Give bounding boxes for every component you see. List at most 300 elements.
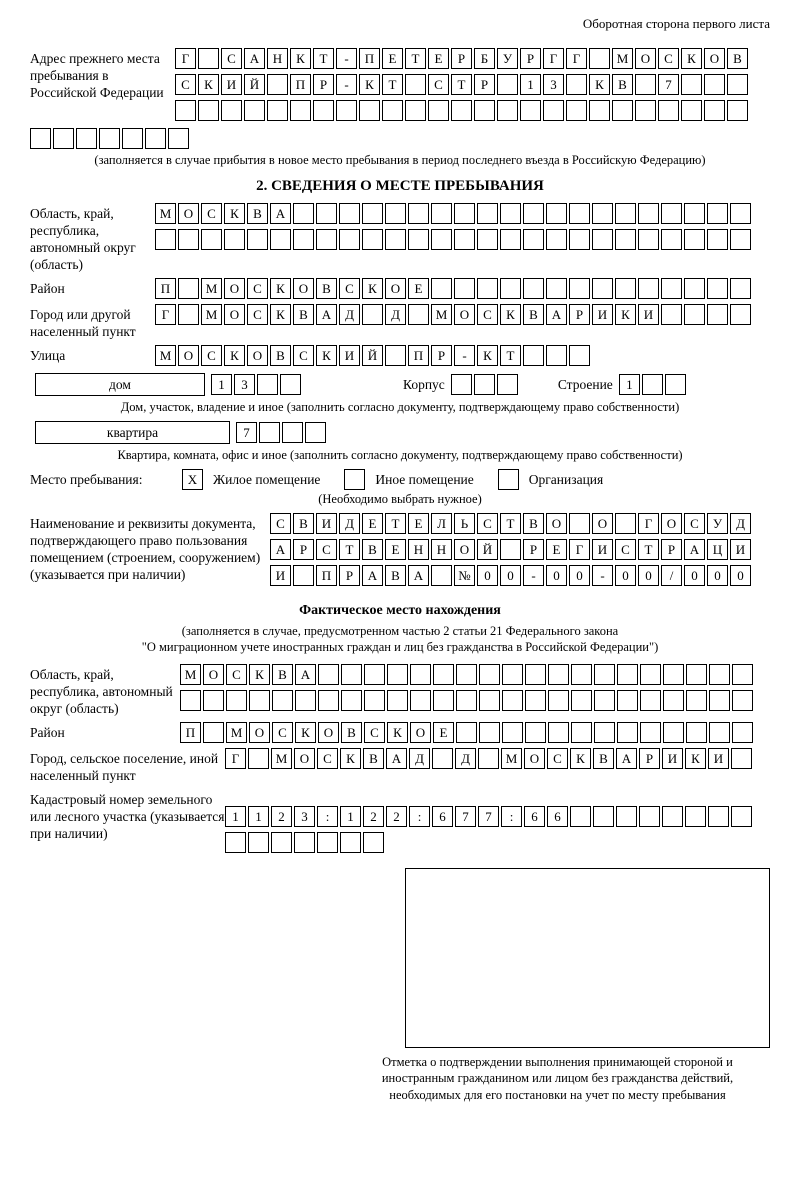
char-box: 3 [234, 374, 255, 395]
char-box [433, 664, 454, 685]
char-box: С [547, 748, 568, 769]
char-box: 7 [478, 806, 499, 827]
char-box [662, 806, 683, 827]
char-box: М [431, 304, 452, 325]
char-box [661, 304, 682, 325]
char-box: В [593, 748, 614, 769]
char-box [293, 565, 314, 586]
char-box: О [524, 748, 545, 769]
korpus-cells [451, 374, 520, 395]
char-box: С [175, 74, 196, 95]
char-box: И [662, 748, 683, 769]
char-box: Д [730, 513, 751, 534]
char-box: С [247, 304, 268, 325]
char-box [248, 748, 269, 769]
char-box [708, 806, 729, 827]
char-box [318, 690, 339, 711]
char-box: - [336, 74, 357, 95]
char-box [316, 203, 337, 224]
char-box [497, 100, 518, 121]
char-box: В [523, 513, 544, 534]
char-box [382, 100, 403, 121]
char-box: Р [431, 345, 452, 366]
char-box [569, 278, 590, 299]
char-box [290, 100, 311, 121]
char-box [408, 203, 429, 224]
char-box: В [341, 722, 362, 743]
char-box: Й [477, 539, 498, 560]
char-box [685, 806, 706, 827]
prev-address-field [30, 48, 770, 126]
char-box [502, 690, 523, 711]
char-box: 6 [524, 806, 545, 827]
char-box [592, 203, 613, 224]
char-box: Т [339, 539, 360, 560]
char-box: 2 [386, 806, 407, 827]
actual-location-title: Фактическое место нахождения [299, 603, 501, 618]
char-box: 7 [658, 74, 679, 95]
apartment-box-label: квартира [35, 421, 230, 444]
char-box [339, 229, 360, 250]
char-box: У [707, 513, 728, 534]
char-box: А [408, 565, 429, 586]
char-box [707, 304, 728, 325]
char-box: Р [313, 74, 334, 95]
cadastre-row-2 [225, 832, 754, 853]
char-box: С [247, 278, 268, 299]
char-box [732, 664, 753, 685]
region-field [30, 203, 770, 273]
char-box [267, 100, 288, 121]
char-box [456, 722, 477, 743]
char-box [546, 278, 567, 299]
char-box: П [316, 565, 337, 586]
char-box [523, 278, 544, 299]
char-box: О [410, 722, 431, 743]
char-box: В [385, 565, 406, 586]
char-box [569, 345, 590, 366]
char-box [362, 229, 383, 250]
char-box [727, 74, 748, 95]
city-label: Город или другой населенный пункт [30, 307, 136, 339]
char-box: Ц [707, 539, 728, 560]
char-box [408, 304, 429, 325]
char-box [271, 832, 292, 853]
char-box [53, 128, 74, 149]
char-box: И [339, 345, 360, 366]
char-box: К [290, 48, 311, 69]
char-box: 0 [730, 565, 751, 586]
char-box: С [201, 203, 222, 224]
char-box: 3 [543, 74, 564, 95]
char-box [548, 722, 569, 743]
char-box: И [221, 74, 242, 95]
char-box [589, 48, 610, 69]
char-box [569, 229, 590, 250]
actual-region-row-2 [180, 690, 755, 711]
char-box [684, 278, 705, 299]
char-box [663, 664, 684, 685]
char-box: М [201, 304, 222, 325]
char-box: Ь [454, 513, 475, 534]
char-box: Р [661, 539, 682, 560]
char-box [570, 806, 591, 827]
char-box: М [201, 278, 222, 299]
prev-address-caption: (заполняется в случае прибытия в новое место пребывания в период последнего въезда в Российскую Федерацию) [94, 153, 706, 167]
char-box: Н [267, 48, 288, 69]
char-box [364, 690, 385, 711]
char-box: - [336, 48, 357, 69]
char-box [362, 203, 383, 224]
char-box: С [364, 722, 385, 743]
char-box: О [385, 278, 406, 299]
char-box: О [704, 48, 725, 69]
char-box: П [180, 722, 201, 743]
city-field [30, 304, 770, 340]
char-box: 0 [477, 565, 498, 586]
char-box [294, 832, 315, 853]
house-number-cells [211, 374, 303, 395]
cadastre-label: Кадастровый номер земельного или лесного участка (указывается при наличии) [30, 791, 225, 841]
char-box: Е [382, 48, 403, 69]
char-box: К [359, 74, 380, 95]
char-box: Й [244, 74, 265, 95]
char-box: К [270, 304, 291, 325]
char-box: Т [313, 48, 334, 69]
char-box [661, 229, 682, 250]
char-box: О [294, 748, 315, 769]
char-box: К [500, 304, 521, 325]
char-box [520, 100, 541, 121]
char-box [451, 100, 472, 121]
char-box: П [408, 345, 429, 366]
char-box [76, 128, 97, 149]
char-box [259, 422, 280, 443]
char-box: А [362, 565, 383, 586]
char-box: Р [339, 565, 360, 586]
char-box [523, 203, 544, 224]
char-box [617, 690, 638, 711]
char-box [566, 74, 587, 95]
char-box: И [638, 304, 659, 325]
char-box [731, 806, 752, 827]
char-box: 6 [547, 806, 568, 827]
char-box: 1 [520, 74, 541, 95]
stay-option-residential-checkbox: X [182, 469, 203, 490]
char-box [244, 100, 265, 121]
char-box: Р [474, 74, 495, 95]
char-box [293, 229, 314, 250]
char-box: К [295, 722, 316, 743]
char-box: А [616, 748, 637, 769]
char-box [684, 304, 705, 325]
char-box [479, 722, 500, 743]
char-box: А [684, 539, 705, 560]
char-box: А [270, 539, 291, 560]
prev-address-cells [175, 48, 750, 126]
char-box [684, 229, 705, 250]
char-box [500, 539, 521, 560]
char-box: К [615, 304, 636, 325]
char-box [730, 278, 751, 299]
char-box [479, 664, 500, 685]
char-box [546, 229, 567, 250]
char-box [640, 722, 661, 743]
char-box: Д [339, 513, 360, 534]
char-box [546, 345, 567, 366]
char-box [617, 722, 638, 743]
char-box [178, 304, 199, 325]
char-box [385, 203, 406, 224]
confirmation-stamp-caption: Отметка о подтверждении выполнения принимающей стороной и иностранным гражданином или лицом без гражданства действий, необходимых для его постановки на учет по месту пребывания [381, 1054, 734, 1103]
prev-address-label: Адрес прежнего места пребывания в Российской Федерации [30, 51, 164, 100]
char-box [313, 100, 334, 121]
char-box [594, 664, 615, 685]
char-box [249, 690, 270, 711]
actual-district-row [180, 722, 755, 743]
char-box: И [270, 565, 291, 586]
char-box [571, 722, 592, 743]
char-box: О [318, 722, 339, 743]
char-box [661, 203, 682, 224]
char-box [122, 128, 143, 149]
char-box [454, 203, 475, 224]
char-box: Т [638, 539, 659, 560]
prev-address-row-2 [175, 74, 750, 95]
char-box: М [180, 664, 201, 685]
prev-address-row-4 [30, 128, 770, 149]
char-box: Т [451, 74, 472, 95]
char-box [405, 100, 426, 121]
char-box: Е [546, 539, 567, 560]
char-box: 0 [546, 565, 567, 586]
prev-address-row-1 [175, 48, 750, 69]
char-box [502, 664, 523, 685]
char-box [405, 74, 426, 95]
char-box: А [244, 48, 265, 69]
char-box [410, 664, 431, 685]
region-row-1 [155, 203, 753, 224]
char-box [730, 304, 751, 325]
document-cells [270, 513, 753, 591]
char-box: Е [408, 278, 429, 299]
document-row-1 [270, 513, 753, 534]
cadastre-field [30, 789, 770, 858]
char-box: В [612, 74, 633, 95]
char-box: Р [523, 539, 544, 560]
char-box [305, 422, 326, 443]
char-box: Й [362, 345, 383, 366]
char-box: М [155, 203, 176, 224]
char-box [686, 664, 707, 685]
char-box [569, 513, 590, 534]
char-box: К [477, 345, 498, 366]
char-box: 0 [638, 565, 659, 586]
char-box [640, 690, 661, 711]
char-box: Г [638, 513, 659, 534]
house-box-label: дом [35, 373, 205, 396]
char-box [99, 128, 120, 149]
char-box: К [387, 722, 408, 743]
char-box [704, 74, 725, 95]
char-box [477, 229, 498, 250]
char-box: К [685, 748, 706, 769]
char-box [663, 690, 684, 711]
char-box: К [316, 345, 337, 366]
char-box: 1 [225, 806, 246, 827]
char-box: О [454, 304, 475, 325]
char-box [451, 374, 472, 395]
char-box: 3 [294, 806, 315, 827]
char-box: В [362, 539, 383, 560]
char-box [221, 100, 242, 121]
char-box [497, 74, 518, 95]
char-box [454, 229, 475, 250]
actual-location-note-line1: (заполняется в случае, предусмотренном частью 2 статьи 21 Федерального закона [181, 624, 619, 638]
cadastre-row-1 [225, 806, 754, 827]
char-box: 0 [569, 565, 590, 586]
char-box: С [684, 513, 705, 534]
district-field [30, 278, 770, 299]
char-box: В [247, 203, 268, 224]
char-box: И [592, 539, 613, 560]
document-row-3 [270, 565, 753, 586]
char-box: Д [455, 748, 476, 769]
char-box: А [270, 203, 291, 224]
char-box [364, 664, 385, 685]
char-box: К [362, 278, 383, 299]
char-box [548, 690, 569, 711]
char-box: К [249, 664, 270, 685]
char-box [224, 229, 245, 250]
char-box: М [612, 48, 633, 69]
char-box: М [155, 345, 176, 366]
char-box [594, 722, 615, 743]
char-box [502, 722, 523, 743]
char-box [525, 722, 546, 743]
section2-title: 2. СВЕДЕНИЯ О МЕСТЕ ПРЕБЫВАНИЯ [256, 178, 544, 194]
char-box [477, 278, 498, 299]
char-box: С [428, 74, 449, 95]
char-box: В [270, 345, 291, 366]
char-box: О [546, 513, 567, 534]
char-box [30, 128, 51, 149]
char-box [363, 832, 384, 853]
char-box [431, 229, 452, 250]
char-box [686, 722, 707, 743]
char-box: О [178, 203, 199, 224]
char-box [640, 664, 661, 685]
actual-region-label: Область, край, республика, автономный округ (область) [30, 666, 173, 716]
char-box [731, 748, 752, 769]
char-box [707, 278, 728, 299]
char-box: Г [155, 304, 176, 325]
char-box [727, 100, 748, 121]
char-box: М [271, 748, 292, 769]
char-box: О [178, 345, 199, 366]
char-box [433, 690, 454, 711]
char-box [316, 229, 337, 250]
char-box [543, 100, 564, 121]
char-box: 0 [707, 565, 728, 586]
char-box [203, 690, 224, 711]
char-box: Г [225, 748, 246, 769]
char-box: 1 [619, 374, 640, 395]
char-box [198, 48, 219, 69]
char-box [709, 690, 730, 711]
char-box [681, 100, 702, 121]
char-box: А [546, 304, 567, 325]
actual-city-label: Город, сельское поселение, иной населенный пункт [30, 750, 219, 783]
korpus-label: Корпус [403, 377, 445, 392]
char-box: О [224, 304, 245, 325]
char-box: Е [362, 513, 383, 534]
char-box: 1 [248, 806, 269, 827]
char-box [385, 229, 406, 250]
char-box: - [523, 565, 544, 586]
char-box: 0 [500, 565, 521, 586]
char-box: С [221, 48, 242, 69]
district-label: Район [30, 281, 65, 296]
char-box: 1 [340, 806, 361, 827]
char-box [410, 690, 431, 711]
char-box: С [270, 513, 291, 534]
prev-address-row-3 [175, 100, 750, 121]
apartment-caption: Квартира, комната, офис и иное (заполнить согласно документу, подтверждающему право собственности) [117, 448, 683, 462]
document-label: Наименование и реквизиты документа, подтверждающего право пользования помещением (строением, сооружением) (указывается при наличии) [30, 516, 261, 582]
char-box: С [226, 664, 247, 685]
region-label: Область, край, республика, автономный округ (область) [30, 206, 136, 272]
char-box: 7 [455, 806, 476, 827]
char-box [456, 664, 477, 685]
char-box [704, 100, 725, 121]
document-row-2 [270, 539, 753, 560]
char-box [612, 100, 633, 121]
char-box [431, 278, 452, 299]
char-box [732, 690, 753, 711]
char-box [523, 229, 544, 250]
char-box [295, 690, 316, 711]
actual-region-field [30, 664, 770, 717]
char-box: С [615, 539, 636, 560]
char-box: В [727, 48, 748, 69]
actual-location-note-line2: "О миграционном учете иностранных граждан и лиц без гражданства в Российской Федерации") [141, 640, 659, 655]
char-box: О [203, 664, 224, 685]
char-box: О [592, 513, 613, 534]
char-box [270, 229, 291, 250]
char-box [617, 664, 638, 685]
stroenie-label: Строение [557, 377, 613, 392]
char-box [571, 690, 592, 711]
char-box [525, 690, 546, 711]
actual-city-row [225, 748, 754, 769]
char-box: А [386, 748, 407, 769]
char-box: Е [385, 539, 406, 560]
char-box: Д [339, 304, 360, 325]
char-box [178, 278, 199, 299]
street-field [30, 345, 770, 366]
city-row [155, 304, 753, 325]
char-box: Г [175, 48, 196, 69]
street-label: Улица [30, 348, 66, 363]
char-box: С [293, 345, 314, 366]
char-box: : [409, 806, 430, 827]
char-box: В [272, 664, 293, 685]
char-box [592, 278, 613, 299]
char-box: В [316, 278, 337, 299]
char-box [665, 374, 686, 395]
char-box [497, 374, 518, 395]
